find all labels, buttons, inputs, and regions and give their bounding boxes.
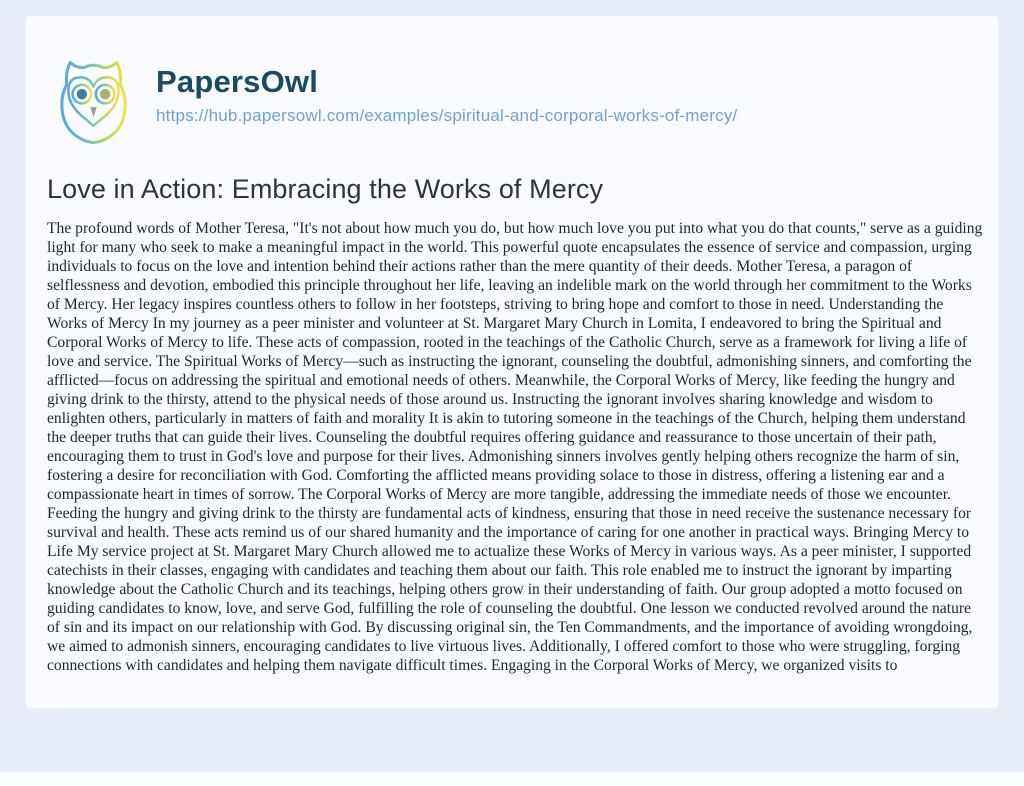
brand-block [156,56,737,126]
article-body-text: The profound words of Mother Teresa, "It's not about how much you do, but how much love you put into what you do that counts," serve as a guiding light for many who seek to make a meaningful impact in the world. This powerful quote encapsulates the essence of service and compassion, urging individuals to focus on the love and intention behind their actions rather than the mere quantity of their deeds. Mother Teresa, a paragon of selflessness and devotion, embodied this principle throughout her life, leaving an indelible mark on the world through her commitment to the Works of Mercy. Her legacy inspires countless others to follow in her footsteps, striving to bring hope and comfort to those in need. Understanding the Works of Mercy In my journey as a peer minister and volunteer at St. Margaret Mary Church in Lomita, I endeavored to bring the Spiritual and Corporal Works of Mercy to life. These acts of compassion, rooted in the teachings of the Catholic Church, serve as a framework for living a life of love and service. The Spiritual Works of Mercy—such as instructing the ignorant, counseling the doubtful, admonishing sinners, and comforting the afflicted—focus on addressing the spiritual and emotional needs of others. Meanwhile, the Corporal Works of Mercy, like feeding the hungry and giving drink to the thirsty, attend to the physical needs of those around us. Instructing the ignorant involves sharing knowledge and wisdom to enlighten others, particularly in matters of faith and morality It is akin to tutoring someone in the teachings of the Church, helping them understand the deeper truths that can guide their lives. Counseling the doubtful requires offering guidance and reassurance to those uncertain of their path, encouraging them to trust in God's love and purpose for their lives. Admonishing sinners involves gently helping others recognize the harm of sin, fostering a desire for reconciliation with God. Comforting the afflicted means providing solace to those in distress, offering a listening ear and a compassionate heart in times of sorrow. The Corporal Works of Mercy are more tangible, addressing the immediate needs of those we encounter. Feeding the hungry and giving drink to the thirsty are fundamental acts of kindness, ensuring that those in need receive the sustenance necessary for survival and health. These acts remind us of our shared humanity and the importance of caring for one another in practical ways. Bringing Mercy to Life My service project at St. Margaret Mary Church allowed me to actualize these Works of Mercy in various ways. As a peer minister, I supported catechists in their classes, engaging with candidates and teaching them about our faith. This role enabled me to instruct the ignorant by imparting knowledge about the Catholic Church and its teachings, helping others grow in their understanding of faith. Our group adopted a motto focused on guiding candidates to know, love, and serve God, fulfilling the role of counseling the doubtful. One lesson we conducted revolved around the nature of sin and its impact on our relationship with God. By discussing original sin, the Ten Commandments, and the importance of avoiding wrongdoing, we aimed to admonish sinners, encouraging candidates to live virtuous lives. Additionally, I offered comfort to those who were struggling, forging connections with candidates and helping them navigate difficult times. Engaging in the Corporal Works of Mercy, we organized visits to [47,220,983,674]
article-title: Love in Action: Embracing the Works of Mercy [47,174,604,204]
article-url-link[interactable]: https://hub.papersowl.com/examples/spiritual-and-corporal-works-of-mercy/ [156,106,738,126]
content-card [26,16,998,708]
papersowl-owl-icon [47,56,140,149]
brand-name: PapersOwl [156,64,319,99]
site-header [47,56,737,149]
bottom-strip [0,772,1024,786]
